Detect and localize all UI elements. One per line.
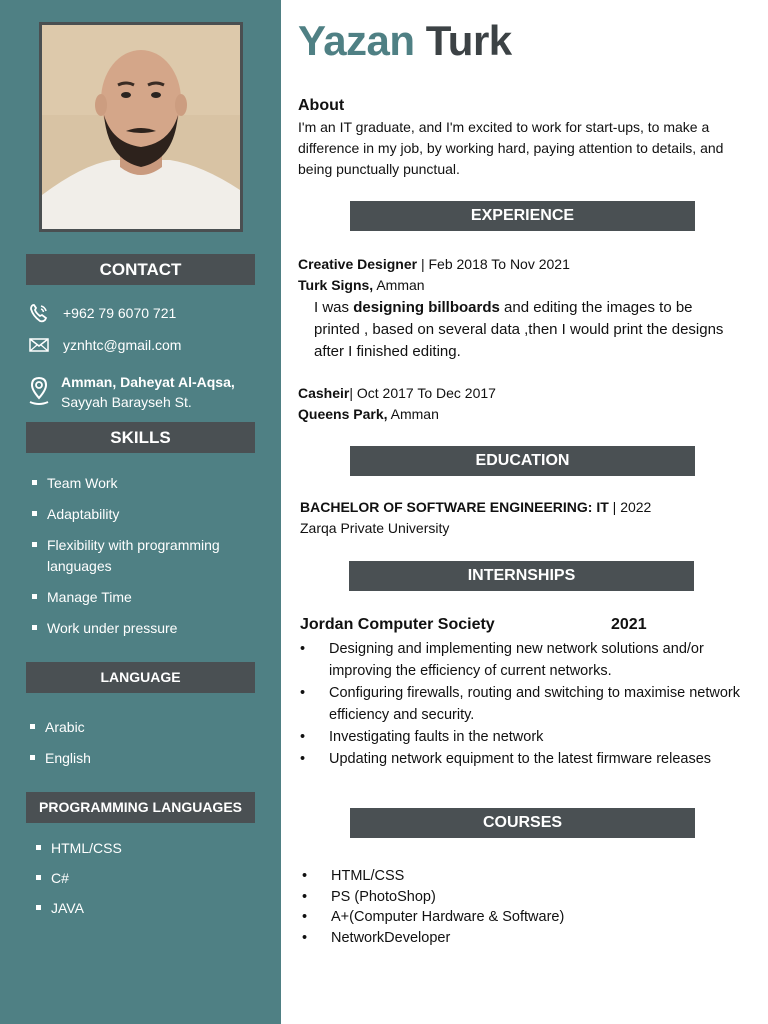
phone-number[interactable]: +962 79 6070 721: [63, 305, 177, 321]
course-item: • NetworkDeveloper: [302, 928, 702, 949]
internship-duty-item: • Investigating faults in the network: [300, 726, 740, 748]
job-desc-post: and editing the images to be printed , based on several data ,then I would print the designs after I finished editing.: [314, 299, 724, 360]
job-2-company-line: [298, 404, 439, 425]
internship-duty-item: • Configuring firewalls, routing and switching to maximise network efficiency and security.: [300, 682, 740, 726]
contact-phone: [28, 302, 176, 324]
job-company: Turk Signs,: [298, 277, 374, 293]
programming-languages-list: [36, 838, 122, 918]
skill-item: Manage Time: [32, 587, 247, 608]
courses-header: COURSES: [350, 808, 695, 838]
job-dates: | Oct 2017 To Dec 2017: [349, 385, 496, 401]
contact-email: [28, 334, 181, 356]
job-desc-pre: I was: [314, 299, 354, 316]
job-title: Creative Designer: [298, 256, 418, 272]
language-item: English: [30, 748, 91, 769]
contact-address: [28, 372, 235, 412]
course-item: • A+(Computer Hardware & Software): [302, 907, 702, 928]
course-item: • PS (PhotoShop): [302, 887, 702, 908]
job-2-title-line: [298, 383, 496, 404]
internship-duty-item: • Updating network equipment to the latest firmware releases: [300, 748, 740, 770]
programming-language-item: C#: [36, 868, 122, 888]
location-pin-icon: [28, 376, 50, 406]
job-location: Amman: [373, 277, 425, 293]
education-school: Zarqa Private University: [300, 520, 450, 536]
education-year: | 2022: [608, 499, 652, 515]
language-list: [30, 717, 91, 769]
about-text: I'm an IT graduate, and I'm excited to work for start-ups, to make a difference in my job, by working hard, paying attention to details, and being punctually punctual.: [298, 119, 724, 177]
candidate-name: [298, 15, 512, 67]
courses-list: [302, 866, 702, 948]
profile-photo: [39, 22, 243, 232]
job-1-title-line: [298, 254, 570, 275]
profile-photo-image: [42, 25, 240, 229]
job-company: Queens Park,: [298, 406, 388, 422]
address-line-2: Sayyah Barayseh St.: [61, 394, 192, 410]
job-dates: | Feb 2018 To Nov 2021: [417, 256, 570, 272]
education-degree-line: [300, 497, 651, 518]
skill-item: Flexibility with programming languages: [32, 535, 247, 577]
course-item: • HTML/CSS: [302, 866, 702, 887]
address-line-1: Amman, Daheyat Al-Aqsa,: [61, 374, 235, 390]
language-header: LANGUAGE: [26, 662, 255, 693]
job-1-company-line: [298, 275, 425, 296]
sidebar: [0, 0, 281, 1024]
mail-icon: [28, 334, 50, 356]
internship-duties-list: [300, 638, 740, 770]
internships-header: INTERNSHIPS: [349, 561, 694, 591]
skills-list: [32, 473, 247, 639]
first-name: Yazan: [298, 17, 415, 64]
job-1-description: [314, 297, 734, 363]
skill-item: Work under pressure: [32, 618, 247, 639]
email-address[interactable]: yznhtc@gmail.com: [63, 337, 182, 353]
skill-item: Adaptability: [32, 504, 247, 525]
skills-header: SKILLS: [26, 422, 255, 453]
phone-icon: [28, 302, 50, 324]
internship-year: 2021: [611, 616, 647, 633]
contact-header: CONTACT: [26, 254, 255, 285]
skill-item: Team Work: [32, 473, 247, 494]
programming-languages-header: PROGRAMMING LANGUAGES: [26, 792, 255, 823]
experience-header: EXPERIENCE: [350, 201, 695, 231]
education-degree: BACHELOR OF SOFTWARE ENGINEERING: IT: [300, 499, 609, 515]
language-item: Arabic: [30, 717, 91, 738]
programming-language-item: HTML/CSS: [36, 838, 122, 858]
job-desc-bold: designing billboards: [353, 299, 500, 316]
about-heading: About: [298, 97, 345, 114]
education-header: EDUCATION: [350, 446, 695, 476]
job-location: Amman: [387, 406, 439, 422]
internship-duty-item: • Designing and implementing new network solutions and/or improving the efficiency of current networks.: [300, 638, 740, 682]
internship-org: Jordan Computer Society: [300, 616, 495, 633]
programming-language-item: JAVA: [36, 898, 122, 918]
job-title: Casheir: [298, 385, 350, 401]
last-name: Turk: [425, 17, 512, 64]
